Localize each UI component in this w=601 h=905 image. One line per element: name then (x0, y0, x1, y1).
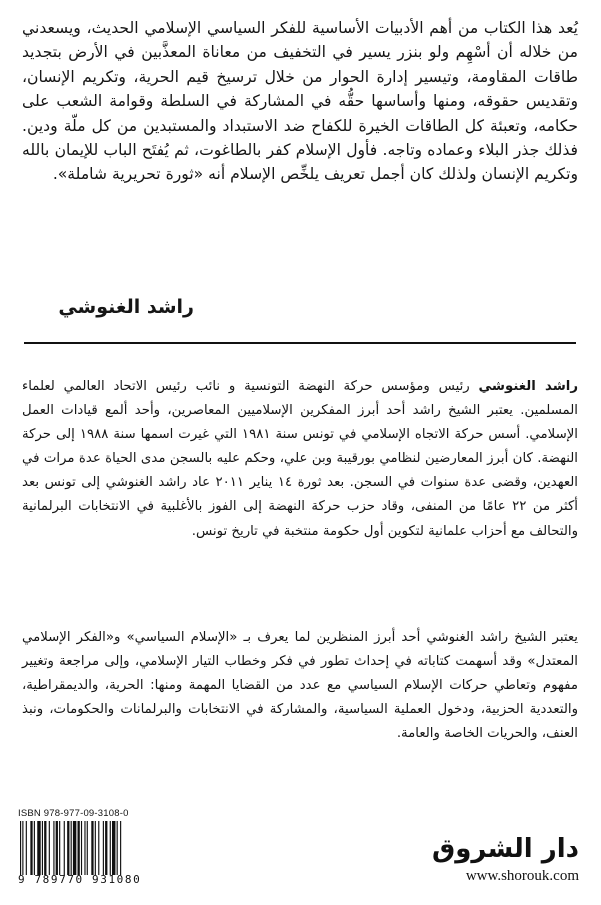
author-quote: يُعد هذا الكتاب من أهم الأدبيات الأساسية للفكر السياسي الإسلامي الحديث، ويسعدني من خلاله أن أسْهِم ولو بنزر يسير في التخفيف من معاناة المعذَّبين في الأرض بتجديد طاقات المقاومة، وتيسير إدارة الحوار من خلال ترسيخ قيم الحرية، وتكريم الإنسان، وتقديس حقوقه، ومنها وأساسها حقُّه في المشاركة في السلطة وقوامة الشعب على حكامه، وتعبئة كل الطاقات الخيرة للكفاح ضد الاستبداد والمستبدين من كل ملّة ودين. فذلك جذر البلاء وعماده وتاجه. فأول الإسلام كفر بالطاغوت، ثم يُفتَح الباب للإيمان بالله وتكريم الإنسان ولذلك كان أجمل تعريف يلخِّص الإسلام أنه «ثورة تحريرية شاملة». (22, 19, 578, 184)
quote-signature: راشد الغنوشي (58, 296, 194, 318)
biography-text: رئيس ومؤسس حركة النهضة التونسية و نائب رئيس الاتحاد العالمي لعلماء المسلمين. يعتبر الشيخ راشد أحد أبرز المفكرين الإسلاميين المعاصرين، وأحد ألمع قيادات العمل الإسلامي. أسس حركة الاتجاه الإسلامي في تونس سنة ١٩٨١ التي غيرت اسمها سنة ١٩٨٨ إلى حركة النهضة. كان أبرز المعارضين لنظامي بورقيبة وبن علي، وحكم عليه بالسجن مدى الحياة عدة مرات في العهدين، وقضى عدة سنوات في السجن. بعد ثورة ١٤ يناير ٢٠١١ عاد راشد الغنوشي إلى تونس بعد أكثر من ٢٢ عامًا من المنفى، وقاد حزب حركة النهضة إلى الفوز بالأغلبية في الانتخابات البرلمانية والتحالف مع أحزاب علمانية لتكوين أول حكومة منتخبة في تاريخ تونس. (22, 379, 579, 539)
author-biography (22, 375, 578, 544)
publisher-website: www.shorouk.com (465, 868, 579, 884)
author-name: راشد الغنوشي (478, 379, 578, 394)
publisher-logo: دار الشروق (432, 834, 579, 864)
barcode-digits: 9 789770 931080 (18, 873, 142, 886)
isbn-number: ISBN 978-977-09-3108-0 (18, 808, 129, 819)
isbn-barcode-block (18, 808, 168, 888)
barcode-image (18, 821, 168, 875)
author-thought-paragraph: يعتبر الشيخ راشد الغنوشي أحد أبرز المنظرين لما يعرف بـ «الإسلام السياسي» و«الفكر الإسلامي المعتدل» وقد أسهمت كتاباته في إحداث تطور في فكر وخطاب التيار الإسلامي، وإلى مراجعة وتغيير مفهوم وتعاطي حركات الإسلام السياسي مع عدد من القضايا المهمة ومنها: الحرية، والديمقراطية، والتعددية الحزبية، ودخول العملية السياسية، والمشاركة في الانتخابات والبرلمانات والحكومات، ونبذ العنف، والحريات الخاصة والعامة. (22, 630, 578, 742)
publisher-block (399, 834, 579, 885)
section-divider (24, 342, 576, 344)
